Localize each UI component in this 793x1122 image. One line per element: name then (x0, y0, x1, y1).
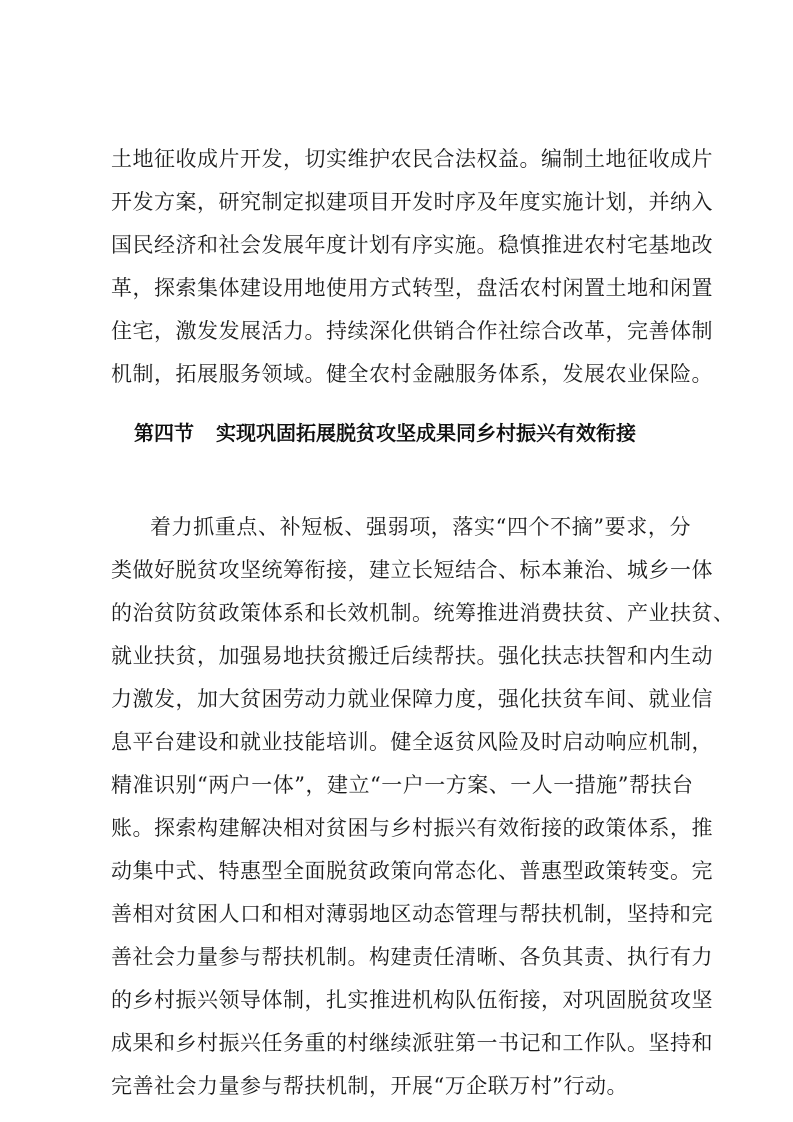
text-line: 的治贫防贫政策体系和长效机制。统筹推进消费扶贫、产业扶贫、 (111, 601, 735, 625)
text-line: 机制，拓展服务领域。健全农村金融服务体系，发展农业保险。 (111, 362, 713, 386)
text-line: 着力抓重点、补短板、强弱项，落实“四个不摘”要求，分 (150, 515, 691, 539)
text-line: 土地征收成片开发，切实维护农民合法权益。编制土地征收成片 (111, 147, 713, 171)
section-heading (134, 413, 636, 453)
text-line: 的乡村振兴领导体制，扎实推进机构队伍衔接，对巩固脱贫攻坚 (111, 988, 713, 1012)
text-line: 善社会力量参与帮扶机制。构建责任清晰、各负其责、执行有力 (111, 945, 713, 969)
text-line: 精准识别“两户一体”，建立“一户一方案、一人一措施”帮扶台 (111, 773, 694, 797)
text-line: 动集中式、特惠型全面脱贫政策向常态化、普惠型政策转变。完 (111, 859, 713, 883)
text-line: 善相对贫困人口和相对薄弱地区动态管理与帮扶机制，坚持和完 (111, 902, 713, 926)
text-line: 革，探索集体建设用地使用方式转型，盘活农村闲置土地和闲置 (111, 276, 713, 300)
text-line: 完善社会力量参与帮扶机制，开展“万企联万村”行动。 (111, 1074, 628, 1098)
text-line: 息平台建设和就业技能培训。健全返贫风险及时启动响应机制， (111, 730, 713, 754)
text-line: 开发方案，研究制定拟建项目开发时序及年度实施计划，并纳入 (111, 190, 713, 214)
text-line: 就业扶贫，加强易地扶贫搬迁后续帮扶。强化扶志扶智和内生动 (111, 644, 713, 668)
text-line: 力激发，加大贫困劳动力就业保障力度，强化扶贫车间、就业信 (111, 687, 713, 711)
text-line: 成果和乡村振兴任务重的村继续派驻第一书记和工作队。坚持和 (111, 1031, 713, 1055)
text-line: 类做好脱贫攻坚统筹衔接，建立长短结合、标本兼治、城乡一体 (111, 558, 713, 582)
section-number: 第四节 (134, 421, 194, 445)
text-line: 国民经济和社会发展年度计划有序实施。稳慎推进农村宅基地改 (111, 233, 713, 257)
text-line: 账。探索构建解决相对贫困与乡村振兴有效衔接的政策体系，推 (111, 816, 713, 840)
section-title: 实现巩固拓展脱贫攻坚成果同乡村振兴有效衔接 (216, 421, 636, 445)
text-line: 住宅，激发发展活力。持续深化供销合作社综合改革，完善体制 (111, 319, 713, 343)
